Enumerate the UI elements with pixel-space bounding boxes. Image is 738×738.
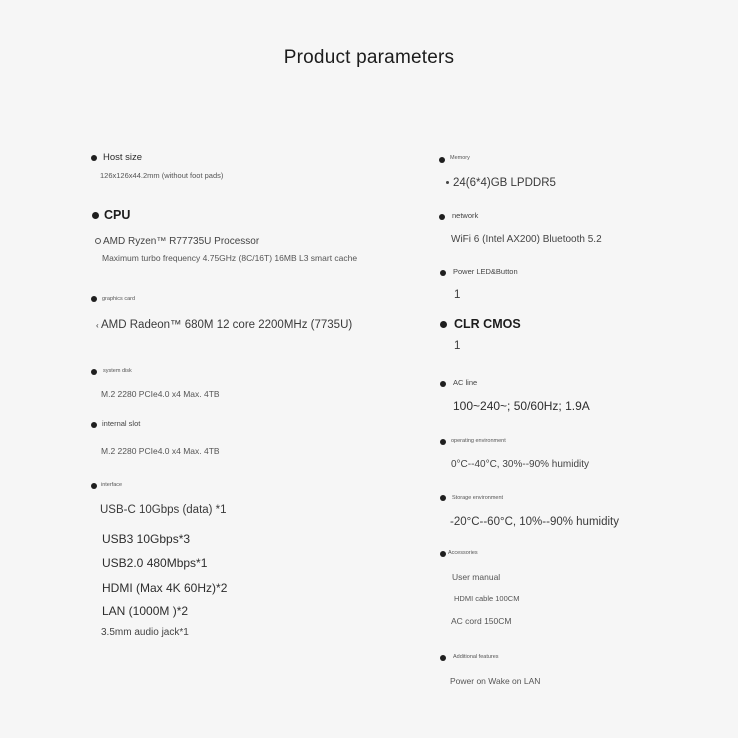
bullet-icon bbox=[91, 296, 97, 302]
bullet-icon bbox=[440, 321, 447, 328]
internal-slot-value: M.2 2280 PCIe4.0 x4 Max. 4TB bbox=[101, 446, 220, 456]
network-value: WiFi 6 (Intel AX200) Bluetooth 5.2 bbox=[451, 234, 602, 245]
interface-item: HDMI (Max 4K 60Hz)*2 bbox=[102, 581, 228, 595]
interface-item: 3.5mm audio jack*1 bbox=[101, 627, 189, 638]
cpu-value: AMD Ryzen™ R77735U Processor bbox=[103, 236, 260, 247]
graphics-value: AMD Radeon™ 680M 12 core 2200MHz (7735U) bbox=[101, 319, 353, 331]
clr-cmos-label: CLR CMOS bbox=[454, 317, 521, 331]
interface-item: USB3 10Gbps*3 bbox=[102, 532, 191, 546]
storage-env-label: Storage environment bbox=[452, 495, 504, 501]
ring-bullet-icon bbox=[95, 238, 101, 244]
accessories-label: Accessories bbox=[448, 550, 478, 556]
ac-line-value: 100~240~; 50/60Hz; 1.9A bbox=[453, 399, 590, 413]
operating-env-value: 0°C--40°C, 30%--90% humidity bbox=[451, 459, 590, 470]
bullet-icon bbox=[440, 381, 446, 387]
small-dot-icon bbox=[446, 181, 449, 184]
power-led-value: 1 bbox=[454, 289, 461, 301]
bullet-icon bbox=[91, 422, 97, 428]
graphics-label: graphics card bbox=[102, 296, 136, 302]
host-size-value: 126x126x44.2mm (without foot pads) bbox=[100, 171, 224, 180]
accessories-item: HDMI cable 100CM bbox=[454, 594, 520, 603]
bullet-icon bbox=[440, 439, 446, 445]
cpu-detail: Maximum turbo frequency 4.75GHz (8C/16T) 16MB L3 smart cache bbox=[102, 253, 358, 263]
interface-item: LAN (1000M )*2 bbox=[102, 604, 189, 618]
system-disk-label: system disk bbox=[103, 368, 132, 374]
clr-cmos-value: 1 bbox=[454, 340, 461, 352]
accessories-item: User manual bbox=[452, 572, 501, 582]
bullet-icon bbox=[440, 655, 446, 661]
operating-env-label: operating environment bbox=[451, 438, 506, 444]
page-title: Product parameters bbox=[283, 47, 455, 68]
storage-env-value: -20°C--60°C, 10%--90% humidity bbox=[450, 516, 619, 528]
memory-value: 24(6*4)GB LPDDR5 bbox=[453, 177, 556, 189]
bullet-icon bbox=[440, 495, 446, 501]
internal-slot-label: internal slot bbox=[102, 419, 141, 428]
interface-item: USB-C 10Gbps (data) *1 bbox=[100, 504, 227, 516]
interface-label: interface bbox=[101, 482, 123, 488]
bullet-icon bbox=[91, 369, 97, 375]
system-disk-value: M.2 2280 PCIe4.0 x4 Max. 4TB bbox=[101, 389, 220, 399]
interface-item: USB2.0 480Mbps*1 bbox=[102, 556, 208, 570]
ac-line-label: AC line bbox=[453, 378, 478, 387]
network-label: network bbox=[452, 211, 479, 220]
host-size-label: Host size bbox=[103, 152, 143, 163]
power-led-label: Power LED&Button bbox=[453, 267, 518, 276]
additional-value: Power on Wake on LAN bbox=[450, 676, 541, 686]
bullet-icon bbox=[92, 212, 99, 219]
bullet-icon bbox=[439, 214, 445, 220]
cpu-label: CPU bbox=[104, 208, 131, 222]
bullet-icon bbox=[91, 155, 97, 161]
accessories-item: AC cord 150CM bbox=[451, 616, 512, 626]
bullet-icon bbox=[91, 483, 97, 489]
bullet-icon bbox=[439, 157, 445, 163]
bullet-icon bbox=[440, 270, 446, 276]
memory-label: Memory bbox=[450, 155, 470, 161]
chevron-left-icon: ‹ bbox=[96, 321, 99, 330]
additional-label: Additional features bbox=[453, 654, 499, 660]
bullet-icon bbox=[440, 551, 446, 557]
